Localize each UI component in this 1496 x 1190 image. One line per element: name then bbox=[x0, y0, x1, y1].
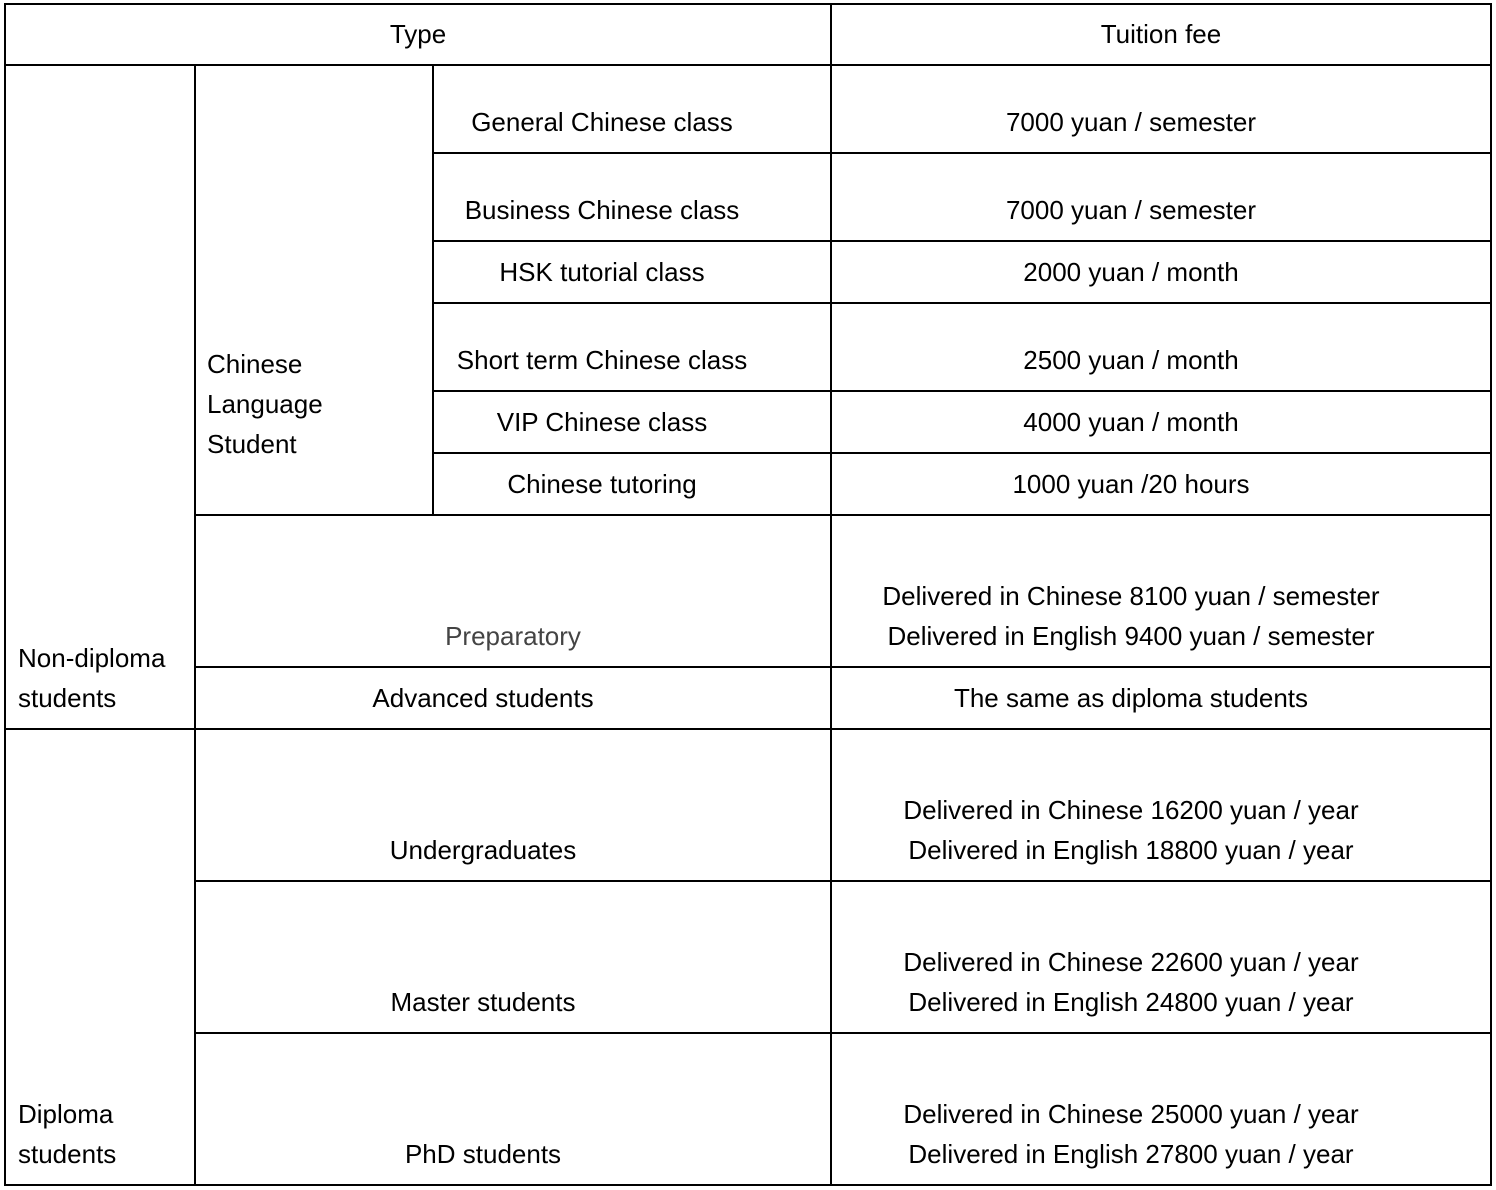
diploma-row-fee-line1: Delivered in Chinese 22600 yuan / year bbox=[903, 947, 1359, 977]
border bbox=[4, 3, 6, 1186]
class-name: Chinese tutoring bbox=[507, 469, 697, 499]
border bbox=[432, 152, 1492, 154]
border bbox=[4, 728, 1492, 730]
class-name: Short term Chinese class bbox=[456, 345, 748, 375]
group-chinese-language-line2: Language bbox=[207, 389, 323, 419]
border bbox=[194, 514, 1492, 516]
border bbox=[194, 1032, 1492, 1034]
class-fee: 1000 yuan /20 hours bbox=[1012, 469, 1250, 499]
diploma-row-fee-line2: Delivered in English 27800 yuan / year bbox=[908, 1139, 1354, 1169]
border bbox=[4, 1184, 1492, 1186]
class-fee: 2500 yuan / month bbox=[1023, 345, 1239, 375]
diploma-row-fee-line1: Delivered in Chinese 25000 yuan / year bbox=[903, 1099, 1359, 1129]
diploma-row-name: PhD students bbox=[404, 1139, 562, 1169]
group-diploma-line2: students bbox=[18, 1139, 117, 1169]
group-non-diploma-line2: students bbox=[18, 683, 117, 713]
border bbox=[4, 3, 1492, 5]
border bbox=[1490, 3, 1492, 1186]
preparatory-fee-line2: Delivered in English 9400 yuan / semester bbox=[887, 621, 1375, 651]
diploma-row-fee-line2: Delivered in English 24800 yuan / year bbox=[908, 987, 1354, 1017]
diploma-row-fee-line1: Delivered in Chinese 16200 yuan / year bbox=[903, 795, 1359, 825]
class-fee: 7000 yuan / semester bbox=[1005, 195, 1257, 225]
group-diploma-line1: Diploma bbox=[18, 1099, 114, 1129]
diploma-row-name: Master students bbox=[390, 987, 576, 1017]
class-name: VIP Chinese class bbox=[496, 407, 708, 437]
class-fee: 2000 yuan / month bbox=[1023, 257, 1239, 287]
border bbox=[432, 240, 1492, 242]
advanced-name: Advanced students bbox=[372, 683, 594, 713]
class-name: General Chinese class bbox=[471, 107, 733, 137]
header-tuition-fee: Tuition fee bbox=[1100, 19, 1222, 49]
border bbox=[432, 302, 1492, 304]
class-fee: 7000 yuan / semester bbox=[1005, 107, 1257, 137]
group-chinese-language-line3: Student bbox=[207, 429, 297, 459]
border bbox=[4, 64, 1492, 66]
border bbox=[194, 880, 1492, 882]
advanced-fee: The same as diploma students bbox=[953, 683, 1309, 713]
group-non-diploma-line1: Non-diploma bbox=[18, 643, 166, 673]
preparatory-name: Preparatory bbox=[445, 621, 581, 651]
border bbox=[194, 666, 1492, 668]
header-type: Type bbox=[389, 19, 447, 49]
group-chinese-language-line1: Chinese bbox=[207, 349, 303, 379]
class-name: Business Chinese class bbox=[464, 195, 740, 225]
preparatory-fee-line1: Delivered in Chinese 8100 yuan / semester bbox=[882, 581, 1380, 611]
class-fee: 4000 yuan / month bbox=[1023, 407, 1239, 437]
class-name: HSK tutorial class bbox=[499, 257, 705, 287]
border bbox=[432, 452, 1492, 454]
diploma-row-fee-line2: Delivered in English 18800 yuan / year bbox=[908, 835, 1354, 865]
border bbox=[432, 390, 1492, 392]
diploma-row-name: Undergraduates bbox=[389, 835, 577, 865]
